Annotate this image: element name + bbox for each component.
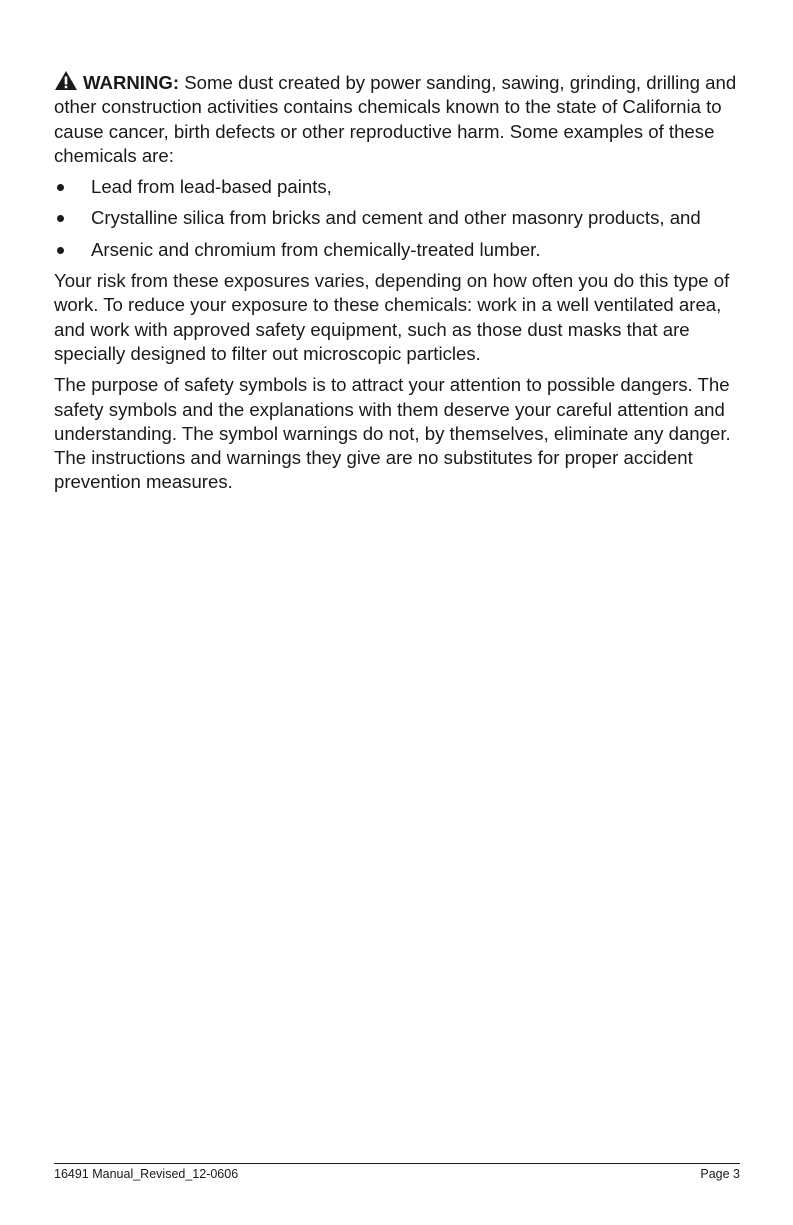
list-item (54, 175, 744, 199)
warning-paragraph (54, 70, 744, 168)
bullet-icon (57, 184, 64, 191)
list-item (54, 206, 744, 230)
list-item-text: Lead from lead-based paints, (91, 176, 332, 198)
warning-triangle-icon (54, 70, 78, 91)
bullet-icon (57, 247, 64, 254)
list-item (54, 238, 744, 262)
exposure-paragraph: Your risk from these exposures varies, depending on how often you do this type of work. To reduce your exposure to these chemicals: work in a well ventilated area, and work with approved safety equipment, such as those dust masks that are specially designed to filter out microscopic particles. (54, 270, 730, 364)
safety-symbols-paragraph: The purpose of safety symbols is to attract your attention to possible dangers. The safety symbols and the explanations with them deserve your careful attention and understanding. The symbol warnings do not, by themselves, eliminate any danger. The instructions and warnings they give are no substitutes for proper accident prevention measures. (54, 374, 731, 493)
warning-label: WARNING: (83, 72, 180, 93)
list-item-text: Arsenic and chromium from chemically-treated lumber. (91, 238, 541, 260)
footer-divider (54, 1163, 740, 1164)
page-number: Page 3 (700, 1167, 740, 1181)
page-footer (54, 1166, 740, 1182)
chemical-list (54, 175, 744, 262)
document-id: 16491 Manual_Revised_12-0606 (54, 1167, 239, 1181)
warning-text: Some dust created by power sanding, sawing, grinding, drilling and other construction activities contains chemicals known to the state of California to cause cancer, birth defects or other reproductive harm. Some examples of these chemicals are: (54, 72, 737, 166)
list-item-text: Crystalline silica from bricks and cement and other masonry products, and (91, 207, 701, 229)
page-content (54, 70, 744, 502)
bullet-icon (57, 215, 64, 222)
